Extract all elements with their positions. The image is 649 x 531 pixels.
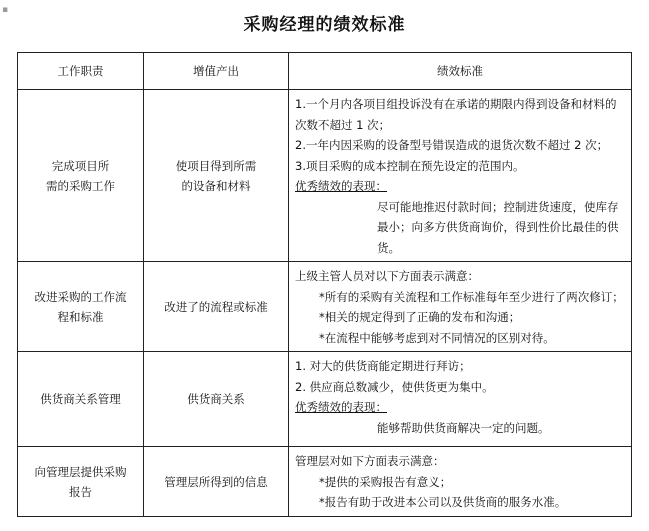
standard-point: *相关的规定得到了正确的发布和沟通； [319,310,521,324]
output-line: 改进了的流程或标准 [164,299,268,314]
standard-item: 2. 供应商总数减少，使供货更为集中。 [295,379,494,394]
standard-intro: 上级主管人员对以下方面表示满意： [295,269,479,283]
output-cell [144,352,289,447]
duty-line: 供货商关系管理 [40,392,121,406]
duty-line: 程和标准 [57,309,104,324]
table-row [18,90,632,262]
duty-line: 需的采购工作 [46,178,115,193]
excellence-text: 尽可能地推迟付款时间；控制进货速度，使库存最小；向多方供货商询价，得到性价比最佳的供货。 [377,199,619,255]
duty-cell [18,447,144,517]
output-line: 管理层所得到的信息 [164,474,268,489]
performance-standards-table [17,52,632,517]
standard-cell [289,352,632,447]
standard-cell [289,90,632,262]
document-title: 采购经理的绩效标准 [243,15,406,35]
standard-point: *提供的采购报告有意义； [319,474,452,489]
standard-item: 2.一年内因采购的设备型号错误造成的退货次数不超过 2 次； [295,138,609,152]
standard-point: *报告有助于改进本公司以及供货商的服务水准。 [319,495,567,509]
standard-item: 1.一个月内各项目组投诉没有在承诺的期限内得到设备和材料的次数不超过 1 次； [295,97,617,132]
duty-cell [18,352,144,447]
standard-item: 1. 对大的供货商能定期进行拜访； [295,359,471,373]
output-line: 的设备和材料 [181,178,251,193]
standard-item: 3.项目采购的成本控制在预先设定的范围内。 [295,158,525,173]
standard-point: *在流程中能够考虑到对不同情况的区别对待。 [319,330,555,345]
output-cell [144,447,289,517]
header-duty: 工作职责 [18,53,144,90]
output-line: 使项目得到所需 [175,158,257,173]
duty-line: 完成项目所 [51,158,110,173]
duty-line: 向管理层提供采购 [34,464,127,479]
duty-cell [18,262,144,352]
excellence-label: 优秀绩效的表现： [295,400,387,414]
excellence-text: 能够帮助供货商解决一定的问题。 [377,420,550,435]
table-row [18,262,632,352]
output-cell [144,90,289,262]
duty-line: 报告 [69,484,92,499]
output-cell [144,262,289,352]
table-row [18,352,632,447]
duty-cell [18,90,144,262]
table-header-row [18,53,632,90]
standard-intro: 管理层对如下方面表示满意： [295,454,445,468]
output-line: 供货商关系 [187,392,245,406]
corner-mark: ▪ [2,5,9,15]
standard-cell [289,447,632,517]
table-row [18,447,632,517]
excellence-label: 优秀绩效的表现： [295,179,387,193]
header-output: 增值产出 [144,53,289,90]
standard-cell [289,262,632,352]
duty-line: 改进采购的工作流 [34,289,127,304]
header-standard: 绩效标准 [289,53,632,90]
standard-point: *所有的采购有关流程和工作标准每年至少进行了两次修订； [319,289,624,304]
